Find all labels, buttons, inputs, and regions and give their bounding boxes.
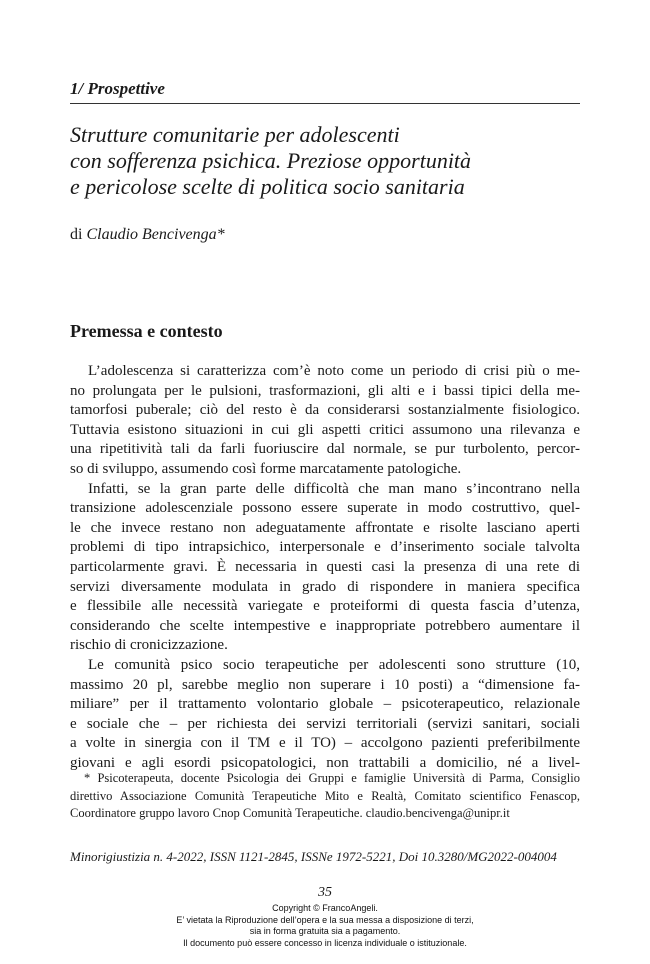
journal-reference: Minorigiustizia n. 4-2022, ISSN 1121-2845, ISSNe 1972-5221, Doi 10.3280/MG2022-004004 — [70, 849, 557, 864]
author-name: Claudio Bencivenga* — [86, 226, 225, 243]
text-line: Infatti, se la gran parte delle difficoltà che man mano s’incontrano nella — [88, 480, 580, 497]
text-line: rischio di cronicizzazione. — [70, 637, 228, 654]
text-line: giovani e agli esordi psicopatologici, non trattabili a domicilio, né a livel- — [70, 754, 580, 771]
footnote — [70, 770, 580, 823]
section-heading: Premessa e contesto — [70, 321, 223, 341]
text-line: Tuttavia esistono situazioni in cui gli aspetti critici assumono una rilevanza e — [70, 421, 580, 438]
paragraph — [70, 362, 580, 480]
text-line: le che invece restano non adeguatamente affrontate e risolte lasciano aperti — [70, 519, 580, 536]
title-line: Strutture comunitarie per adolescenti — [70, 122, 400, 147]
title-line: con sofferenza psichica. Preziose opportunità — [70, 148, 472, 173]
footnote-line: * Psicoterapeuta, docente Psicologia dei Gruppi e famiglie Università di Parma, Consiglio — [84, 771, 580, 785]
text-line: so di sviluppo, assumendo così forme marcatamente patologiche. — [70, 460, 462, 477]
page-number: 35 — [318, 885, 332, 900]
article-title — [70, 122, 590, 200]
header-divider — [70, 103, 580, 104]
body-text — [70, 362, 580, 773]
text-line: no prolungata per le pulsioni, trasformazioni, gli alti e i bassi tipici della me- — [70, 382, 580, 399]
byline-prefix: di — [70, 226, 83, 243]
section-label: 1/ Prospettive — [70, 79, 165, 98]
paragraph — [70, 480, 580, 656]
text-line: considerando che scelte intempestive e inappropriate potrebbero aumentare il — [70, 617, 580, 634]
copyright-line: E’ vietata la Riproduzione dell’opera e la sua messa a disposizione di terzi, — [176, 914, 474, 925]
text-line: L’adolescenza si caratterizza com’è noto come un periodo di crisi più o me- — [88, 363, 580, 379]
title-line: e pericolose scelte di politica socio sanitaria — [70, 174, 465, 199]
paragraph — [70, 656, 580, 774]
text-line: Le comunità psico socio terapeutiche per adolescenti sono strutture (10, — [88, 656, 580, 673]
text-line: una ripetitività tali da farli fuoriuscire dal normale, se pur turbolento, percor- — [70, 441, 580, 458]
text-line: miliare” per il trattamento volontario globale – psicoterapeutico, relazionale — [70, 696, 580, 713]
text-line: servizi diversamente modulata in grado di rispondere in maniera specifica — [70, 578, 580, 595]
copyright-line: Copyright © FrancoAngeli. — [272, 903, 378, 913]
text-line: massimo 20 pl, sarebbe meglio non superare i 10 posti) a “dimensione fa- — [70, 676, 580, 693]
footnote-line: direttivo Associazione Comunità Terapeutiche Mito e Realtà, Comitato scientifico Fenascop, — [70, 788, 580, 803]
text-line: particolarmente gravi. È necessaria in questi casi la presenza di una rete di — [70, 558, 580, 575]
copyright-notice — [0, 903, 650, 949]
text-line: transizione adolescenziale possono essere superate in modo costruttivo, quel- — [70, 500, 580, 517]
text-line: e flessibile alle necessità variegate e proteiformi di questa fascia d’utenza, — [70, 598, 580, 615]
footnote-line: Coordinatore gruppo lavoro Cnop Comunità Terapeutiche. claudio.bencivenga@unipr.it — [70, 806, 510, 820]
text-line: problemi di tipo intrapsichico, interpersonale e d’inserimento sociale talvolta — [70, 539, 580, 556]
text-line: tamorfosi puberale; ciò del resto è da considerarsi sostanzialmente fisiologico. — [70, 402, 580, 419]
copyright-line: sia in forma gratuita sia a pagamento. — [249, 926, 401, 936]
copyright-line: Il documento può essere concesso in licenza individuale o istituzionale. — [183, 937, 467, 948]
text-line: a volte in sinergia con il TM e il TO) – accolgono pazienti preferibilmente — [70, 735, 580, 752]
byline — [70, 226, 225, 244]
text-line: e sociale che – per richiesta dei servizi territoriali (servizi sanitari, sociali — [70, 715, 580, 732]
